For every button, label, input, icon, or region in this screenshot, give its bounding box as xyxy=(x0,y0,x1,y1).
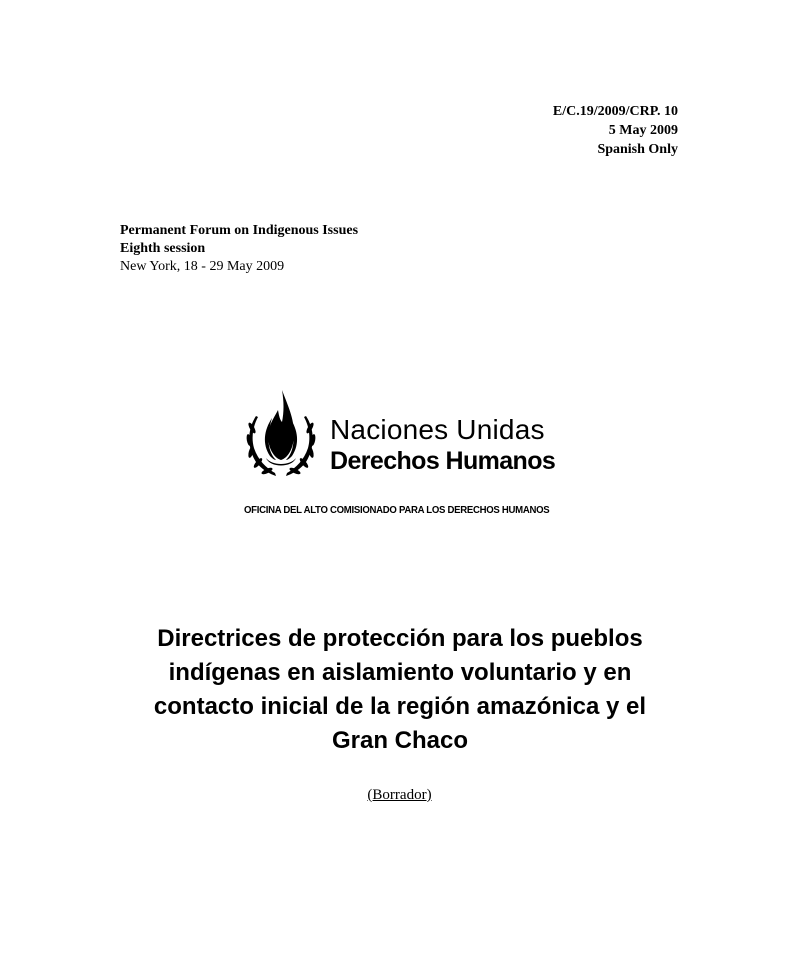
forum-name: Permanent Forum on Indigenous Issues xyxy=(120,223,359,238)
session-name: Eighth session xyxy=(120,241,206,256)
document-symbol: E/C.19/2009/CRP. 10 xyxy=(552,104,678,119)
document-date: 5 May 2009 xyxy=(608,123,678,138)
title-line: indígenas en aislamiento voluntario y en xyxy=(168,659,632,686)
session-location-dates: New York, 18 - 29 May 2009 xyxy=(120,259,285,274)
logo-office-name: OFICINA DEL ALTO COMISIONADO PARA LOS DERECHOS HUMANOS xyxy=(244,505,550,516)
logo-line-naciones-unidas: Naciones Unidas xyxy=(330,414,545,445)
un-human-rights-flame-laurel-icon xyxy=(242,388,320,480)
title-line: Directrices de protección para los pueblos xyxy=(157,625,643,652)
document-reference-block xyxy=(553,102,678,159)
document-title xyxy=(90,622,710,758)
ohchr-logo xyxy=(240,388,560,528)
title-line: contacto inicial de la región amazónica y el xyxy=(153,693,647,720)
document-language: Spanish Only xyxy=(597,142,678,157)
title-line: Gran Chaco xyxy=(331,727,469,754)
draft-status: (Borrador) xyxy=(367,787,432,803)
forum-info-block xyxy=(120,222,358,276)
logo-line-derechos-humanos: Derechos Humanos xyxy=(330,447,556,475)
